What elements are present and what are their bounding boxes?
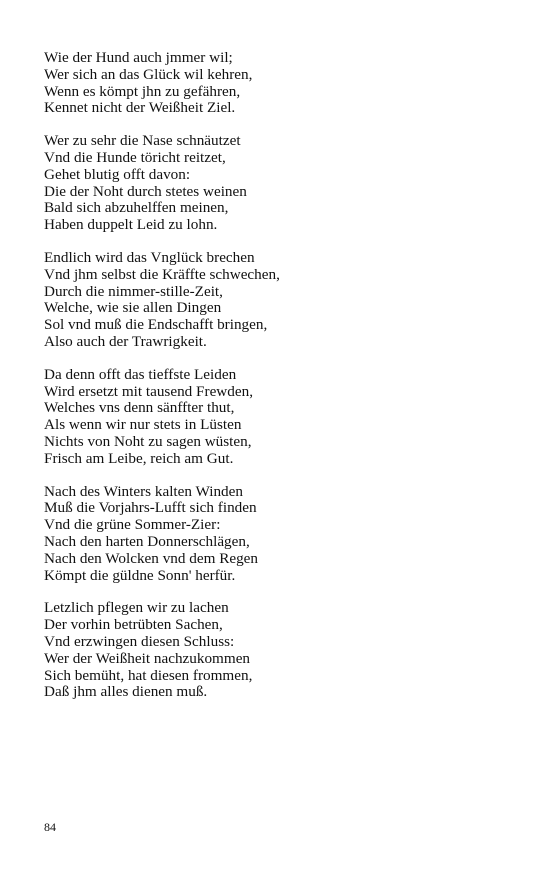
poem-line: Wer sich an das Glück wil kehren,: [44, 65, 253, 83]
stanza: [44, 250, 514, 351]
poem-line: Als wenn wir nur stets in Lüsten: [44, 416, 242, 434]
poem-line: Haben duppelt Leid zu lohn.: [44, 216, 218, 234]
poem-line: Durch die nimmer-stille-Zeit,: [44, 282, 223, 300]
poem-line: Also auch der Trawrigkeit.: [44, 332, 207, 350]
poem-line: Sol vnd muß die Endschafft bringen,: [44, 316, 268, 334]
stanza: [44, 367, 514, 468]
poem-line: Vnd die grüne Sommer-Zier:: [44, 516, 221, 534]
poem-line: Die der Noht durch stetes weinen: [44, 182, 247, 200]
poem-line: Nach den Wolcken vnd dem Regen: [44, 549, 259, 567]
poem-line: Kömpt die güldne Sonn' herfür.: [44, 566, 236, 584]
poem-line: Muß die Vorjahrs-Lufft sich finden: [44, 499, 257, 517]
poem-line: Welches vns denn sänffter thut,: [44, 399, 235, 417]
poem-line: Wenn es kömpt jhn zu gefähren,: [44, 82, 241, 100]
poem-line: Nach des Winters kalten Winden: [44, 482, 243, 500]
poem-line: Da denn offt das tieffste Leiden: [44, 365, 237, 383]
poem-line: Vnd jhm selbst die Kräffte schwechen,: [44, 265, 280, 283]
poem-line: Frisch am Leibe, reich am Gut.: [44, 449, 234, 467]
stanza: [44, 50, 514, 117]
page-number: 84: [44, 820, 56, 834]
poem-line: Wie der Hund auch jmmer wil;: [44, 49, 233, 66]
poem-line: Wer der Weißheit nachzukommen: [44, 649, 251, 667]
poem-line: Vnd die Hunde töricht reitzet,: [44, 148, 226, 166]
poem-line: Letzlich pflegen wir zu lachen: [44, 599, 229, 617]
stanza: [44, 484, 514, 585]
poem-line: Bald sich abzuhelffen meinen,: [44, 199, 229, 217]
poem-line: Vnd erzwingen diesen Schluss:: [44, 632, 235, 650]
poem-line: Daß jhm alles dienen muß.: [44, 683, 208, 701]
poem-line: Sich bemüht, hat diesen frommen,: [44, 666, 253, 684]
poem-line: Gehet blutig offt davon:: [44, 165, 191, 183]
poem-line: Nach den harten Donnerschlägen,: [44, 532, 250, 550]
poem-line: Endlich wird das Vnglück brechen: [44, 248, 255, 266]
poem-line: Kennet nicht der Weißheit Ziel.: [44, 99, 236, 117]
poem-line: Welche, wie sie allen Dingen: [44, 299, 222, 317]
poem-body: [44, 50, 514, 717]
stanza: [44, 600, 514, 701]
poem-line: Der vorhin betrübten Sachen,: [44, 616, 223, 634]
poem-line: Wird ersetzt mit tausend Frewden,: [44, 382, 253, 400]
stanza: [44, 133, 514, 234]
poem-line: Wer zu sehr die Nase schnäutzet: [44, 132, 241, 150]
poem-line: Nichts von Noht zu sagen wüsten,: [44, 432, 252, 450]
